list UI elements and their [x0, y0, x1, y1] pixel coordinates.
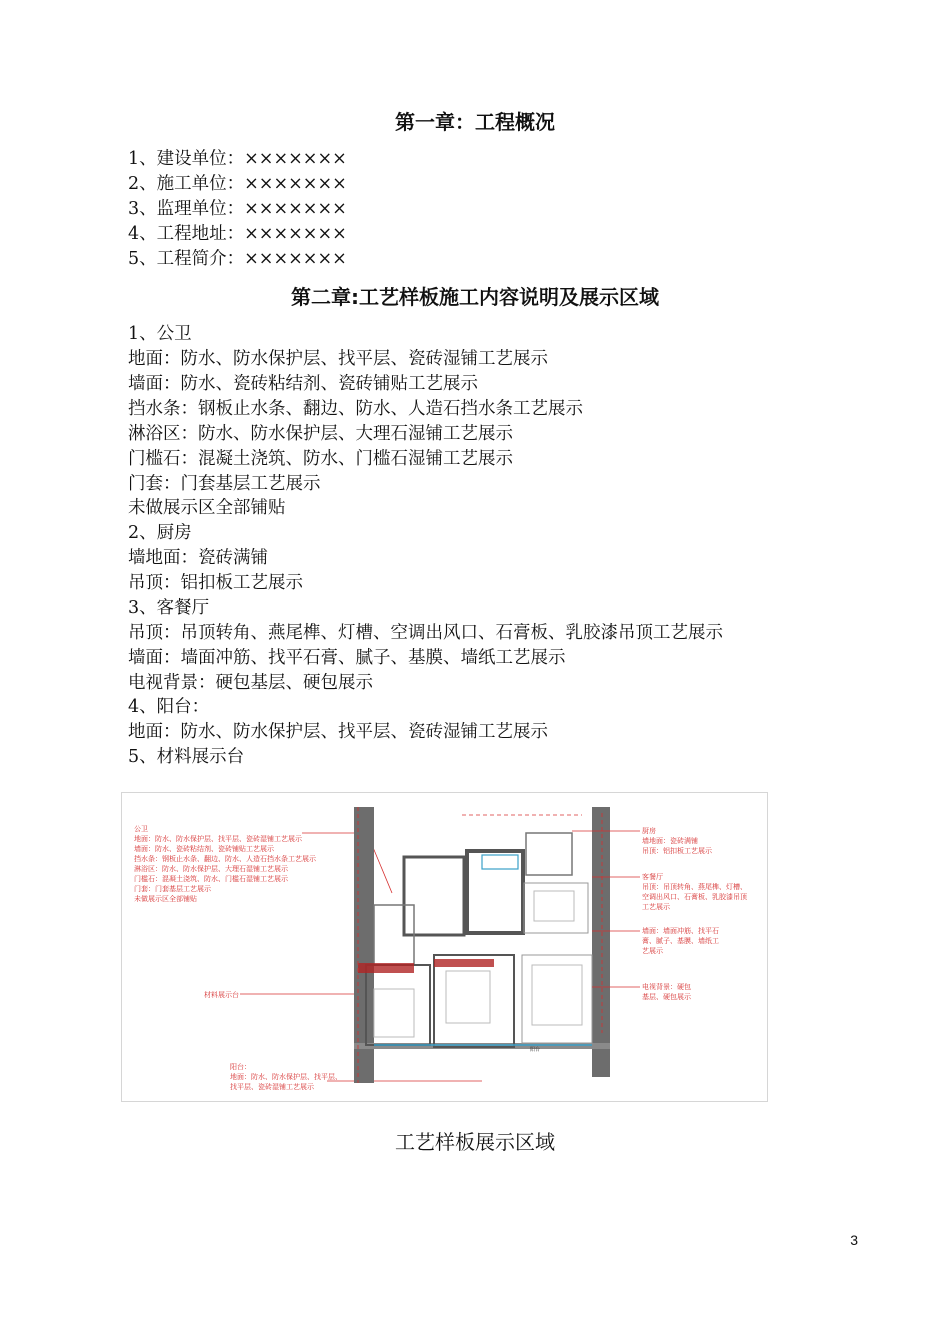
chapter2-line: 墙地面：瓷砖满铺	[128, 548, 268, 568]
chapter2-line: 3、客餐厅	[128, 598, 210, 618]
shower	[482, 855, 518, 869]
plan-note: 地面：防水、防水保护层、找平层、	[230, 1073, 342, 1081]
bed	[374, 989, 414, 1037]
dining-table	[534, 891, 574, 921]
chapter2-line: 淋浴区：防水、防水保护层、大理石湿铺工艺展示	[128, 424, 513, 444]
chapter1-title: 第一章：工程概况	[395, 110, 555, 134]
plan-note: 电视背景：硬包	[642, 983, 691, 991]
plan-note: 阳台：	[230, 1063, 251, 1071]
chapter2-title: 第二章:工艺样板施工内容说明及展示区域	[291, 285, 659, 309]
chapter1-item: 4、工程地址：×××××××	[128, 224, 347, 244]
figure-caption: 工艺样板展示区域	[395, 1130, 555, 1154]
plan-note: 未做展示区全部铺贴	[134, 895, 197, 903]
chapter1-item: 3、监理单位：×××××××	[128, 199, 347, 219]
floor-plan-drawing	[122, 793, 767, 1101]
plan-note: 门套：门套基层工艺展示	[134, 885, 211, 893]
material-table	[358, 963, 414, 973]
chapter2-line: 2、厨房	[128, 523, 192, 543]
sofa	[532, 965, 582, 1025]
chapter2-line: 4、阳台：	[128, 697, 210, 717]
plan-note: 门槛石：混凝土浇筑、防水、门槛石湿铺工艺展示	[134, 875, 288, 883]
plan-note: 公卫	[134, 825, 148, 833]
bathroom-room	[467, 851, 523, 933]
kitchen-room	[526, 833, 572, 875]
plan-note: 墙面：墙面冲筋、找平石	[642, 927, 719, 935]
page-number: 3	[850, 1232, 858, 1248]
plan-note: 淋浴区：防水、防水保护层、大理石湿铺工艺展示	[134, 865, 288, 873]
chapter2-line: 墙面：墙面冲筋、找平石膏、腻子、基膜、墙纸工艺展示	[128, 648, 566, 668]
chapter2-line: 吊顶：吊顶转角、燕尾榫、灯槽、空调出风口、石膏板、乳胶漆吊顶工艺展示	[128, 623, 723, 643]
plan-note: 艺展示	[642, 947, 663, 955]
chapter2-line: 挡水条：钢板止水条、翻边、防水、人造石挡水条工艺展示	[128, 399, 583, 419]
chapter2-line: 电视背景：硬包基层、硬包展示	[128, 673, 373, 693]
plan-note: 吊顶：吊顶转角、燕尾榫、灯槽、	[642, 883, 747, 891]
chapter2-line: 地面：防水、防水保护层、找平层、瓷砖湿铺工艺展示	[128, 349, 548, 369]
chapter2-line: 门套：门套基层工艺展示	[128, 474, 321, 494]
plan-note: 膏、腻子、基膜、墙纸工	[642, 937, 719, 945]
chapter1-item: 2、施工单位：×××××××	[128, 174, 347, 194]
plan-note: 厨房	[642, 827, 656, 835]
chapter2-line: 墙面：防水、瓷砖粘结剂、瓷砖铺贴工艺展示	[128, 374, 478, 394]
chapter1-item: 5、工程简介：×××××××	[128, 249, 347, 269]
chapter2-line: 门槛石：混凝土浇筑、防水、门槛石湿铺工艺展示	[128, 449, 513, 469]
wall	[354, 807, 374, 1083]
plan-note: 工艺展示	[642, 903, 670, 911]
chapter2-line: 地面：防水、防水保护层、找平层、瓷砖湿铺工艺展示	[128, 722, 548, 742]
plan-note: 找平层、瓷砖湿铺工艺展示	[230, 1083, 314, 1091]
chapter2-line: 5、材料展示台	[128, 747, 245, 767]
material-table	[434, 959, 494, 967]
plan-note: 墙面：防水、瓷砖粘结剂、瓷砖铺贴工艺展示	[134, 845, 274, 853]
plan-note: 吊顶：铝扣板工艺展示	[642, 847, 712, 855]
bedroom-room	[366, 965, 430, 1045]
plan-note: 墙地面：瓷砖满铺	[642, 837, 698, 845]
material-label: 材料展示台	[204, 991, 239, 999]
room-label: 阳台	[530, 1047, 541, 1053]
bed	[446, 971, 490, 1023]
chapter2-line: 未做展示区全部铺贴	[128, 498, 286, 518]
plan-note: 空调出风口、石膏板、乳胶漆吊顶	[642, 893, 747, 901]
chapter1-item: 1、建设单位：×××××××	[128, 149, 347, 169]
plan-note: 客餐厅	[642, 873, 663, 881]
chapter2-line: 吊顶：铝扣板工艺展示	[128, 573, 303, 593]
bathroom-room	[404, 857, 464, 935]
wall	[592, 807, 610, 1077]
chapter2-line: 1、公卫	[128, 324, 192, 344]
plan-note: 基层、硬包展示	[642, 993, 691, 1001]
floor-plan-figure	[121, 792, 768, 1102]
plan-note: 地面：防水、防水保护层、找平层、瓷砖湿铺工艺展示	[134, 835, 302, 843]
plan-note: 挡水条：钢板止水条、翻边、防水、人造石挡水条工艺展示	[134, 855, 316, 863]
